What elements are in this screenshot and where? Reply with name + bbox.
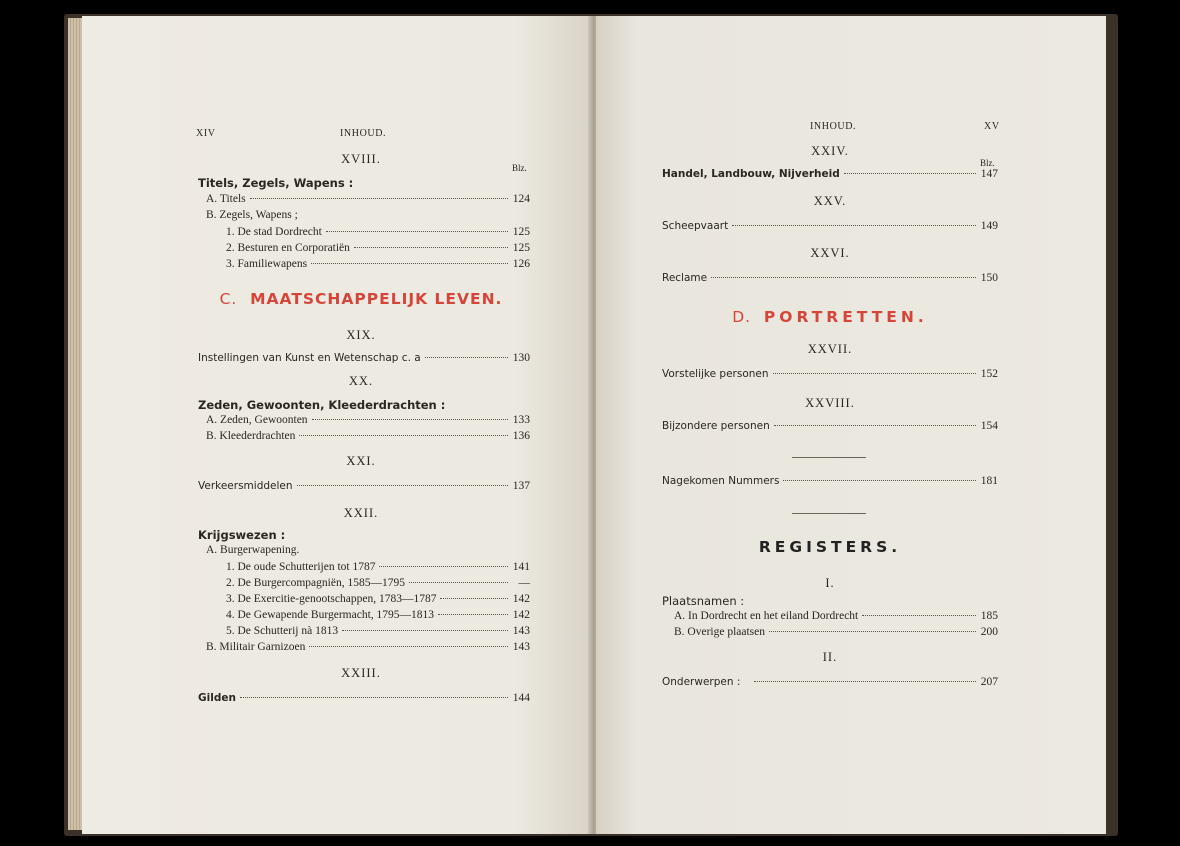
toc-label: Onderwerpen : xyxy=(662,676,741,688)
plaatsnamen-heading: Plaatsnamen : xyxy=(662,594,745,608)
zegels-subheading: B. Zegels, Wapens ; xyxy=(206,209,298,221)
dot-leader xyxy=(326,231,508,232)
chapter-d-title xyxy=(660,308,1000,326)
chapter-c-name: MAATSCHAPPELIJK LEVEN. xyxy=(250,290,503,308)
toc-page: 207 xyxy=(980,676,998,688)
section-heading-xxi: XXI. xyxy=(346,454,376,468)
toc-entry-gewapende-burgermacht xyxy=(226,609,530,621)
toc-entry-bijzondere-personen xyxy=(662,420,998,432)
toc-page: — xyxy=(518,577,530,589)
dot-leader xyxy=(379,566,508,567)
toc-label: 2. De Burgercompagniën, 1585—1795 xyxy=(226,577,405,589)
dot-leader xyxy=(312,419,508,420)
section-heading-xxiii: XXIII. xyxy=(341,666,381,680)
toc-page: 136 xyxy=(512,430,530,442)
toc-page: 124 xyxy=(512,193,530,205)
dot-leader xyxy=(438,614,508,615)
toc-page: 142 xyxy=(512,609,530,621)
right-page xyxy=(596,16,1106,834)
right-blz-label: Blz. xyxy=(980,158,995,168)
toc-page: 150 xyxy=(980,272,998,284)
toc-entry-militair-garnizoen xyxy=(206,641,530,653)
toc-entry-scheepvaart xyxy=(662,220,998,232)
toc-entry-reclame xyxy=(662,272,998,284)
toc-label: B. Overige plaatsen xyxy=(674,626,766,638)
section-heading-xxvii: XXVII. xyxy=(807,342,853,356)
dot-leader xyxy=(311,263,508,264)
toc-entry-familiewapens xyxy=(226,258,530,270)
toc-page: 200 xyxy=(980,626,998,638)
toc-page: 185 xyxy=(980,610,998,622)
dot-leader xyxy=(754,681,976,682)
toc-entry-exercitie xyxy=(226,593,530,605)
page-edges xyxy=(68,18,82,830)
toc-label: Handel, Landbouw, Nijverheid xyxy=(662,168,840,180)
dot-leader xyxy=(732,225,976,226)
toc-label: Bijzondere personen xyxy=(662,420,770,432)
section-divider xyxy=(792,513,866,514)
dot-leader xyxy=(773,373,976,374)
toc-label: Vorstelijke personen xyxy=(662,368,769,380)
dot-leader xyxy=(769,631,976,632)
register-heading-i: I. xyxy=(825,576,835,590)
toc-entry-handel xyxy=(662,168,998,180)
chapter-d-name: PORTRETTEN. xyxy=(763,308,928,326)
section-heading-xviii: XVIII. xyxy=(341,152,381,166)
krijgswezen-heading: Krijgswezen : xyxy=(198,528,286,542)
toc-entry-overige-plaatsen xyxy=(674,626,998,638)
toc-label: Reclame xyxy=(662,272,708,284)
chapter-d-prefix: D. xyxy=(732,308,752,326)
section-heading-xxii: XXII. xyxy=(343,506,379,520)
toc-page: 154 xyxy=(980,420,998,432)
toc-label: Instellingen van Kunst en Wetenschap c. a xyxy=(198,352,421,364)
toc-page: 149 xyxy=(980,220,998,232)
dot-leader xyxy=(297,485,508,486)
dot-leader xyxy=(783,480,976,481)
section-heading-xxv: XXV. xyxy=(813,194,847,208)
chapter-c-title xyxy=(82,290,640,308)
section-heading-xxviii: XXVIII. xyxy=(805,396,855,410)
section-heading-xxiv: XXIV. xyxy=(811,144,849,158)
burgerwapening-subheading: A. Burgerwapening. xyxy=(206,544,300,556)
left-page xyxy=(82,16,592,834)
toc-entry-kleederdrachten xyxy=(206,430,530,442)
dot-leader xyxy=(342,630,508,631)
toc-entry-dordrecht xyxy=(674,610,998,622)
dot-leader xyxy=(309,646,508,647)
toc-page: 125 xyxy=(512,226,530,238)
toc-entry-verkeersmiddelen xyxy=(198,480,530,492)
right-page-number: XV xyxy=(984,121,1000,132)
dot-leader xyxy=(844,173,976,174)
toc-label: B. Kleederdrachten xyxy=(206,430,296,442)
toc-entry-instellingen xyxy=(198,352,530,364)
toc-page: 144 xyxy=(512,692,530,704)
toc-page: 181 xyxy=(980,475,998,487)
toc-entry-gilden xyxy=(198,692,530,704)
dot-leader xyxy=(250,198,508,199)
toc-label: 2. Besturen en Corporatiën xyxy=(226,242,350,254)
toc-page: 125 xyxy=(512,242,530,254)
toc-label: 1. De oude Schutterijen tot 1787 xyxy=(226,561,376,573)
toc-entry-stad xyxy=(226,226,530,238)
dot-leader xyxy=(409,582,508,583)
toc-label: 3. De Exercitie-genootschappen, 1783—1787 xyxy=(226,593,437,605)
dot-leader xyxy=(774,425,976,426)
chapter-c-prefix: C. xyxy=(219,290,238,308)
toc-page: 147 xyxy=(980,168,998,180)
left-page-number: XIV xyxy=(196,128,216,139)
toc-entry-nagekomen-nummers xyxy=(662,475,998,487)
toc-label: 4. De Gewapende Burgermacht, 1795—1813 xyxy=(226,609,435,621)
toc-entry-besturen xyxy=(226,242,530,254)
toc-page: 126 xyxy=(512,258,530,270)
toc-page: 142 xyxy=(512,593,530,605)
toc-label: Nagekomen Nummers xyxy=(662,475,780,487)
dot-leader xyxy=(711,277,976,278)
dot-leader xyxy=(240,697,508,698)
toc-label: A. Titels xyxy=(206,193,246,205)
register-heading-ii: II. xyxy=(822,650,838,664)
left-running-head: INHOUD. xyxy=(340,128,387,139)
toc-page: 143 xyxy=(512,641,530,653)
toc-entry-schutterij xyxy=(226,625,530,637)
zeden-heading: Zeden, Gewoonten, Kleederdrachten : xyxy=(198,398,446,412)
toc-label: Scheepvaart xyxy=(662,220,729,232)
toc-entry-zeden xyxy=(206,414,530,426)
toc-page: 141 xyxy=(512,561,530,573)
dot-leader xyxy=(299,435,508,436)
dot-leader xyxy=(862,615,976,616)
toc-page: 137 xyxy=(512,480,530,492)
section-divider xyxy=(792,457,866,458)
titels-heading: Titels, Zegels, Wapens : xyxy=(198,176,354,190)
toc-label: 3. Familiewapens xyxy=(226,258,308,270)
left-blz-label: Blz. xyxy=(512,163,527,173)
toc-entry-burgercompagnien xyxy=(226,577,530,589)
registers-title: REGISTERS. xyxy=(758,538,902,556)
dot-leader xyxy=(354,247,508,248)
toc-entry-titels xyxy=(206,193,530,205)
toc-entry-vorstelijke-personen xyxy=(662,368,998,380)
section-heading-xxvi: XXVI. xyxy=(810,246,850,260)
toc-entry-schutterijen xyxy=(226,561,530,573)
dot-leader xyxy=(425,357,508,358)
toc-page: 133 xyxy=(512,414,530,426)
toc-label: Gilden xyxy=(198,692,236,704)
toc-label: Verkeersmiddelen xyxy=(198,480,293,492)
toc-label: 5. De Schutterij nà 1813 xyxy=(226,625,339,637)
section-heading-xix: XIX. xyxy=(346,328,376,342)
section-heading-xx: XX. xyxy=(348,374,374,388)
toc-page: 130 xyxy=(512,352,530,364)
toc-label: A. Zeden, Gewoonten xyxy=(206,414,308,426)
toc-label: B. Militair Garnizoen xyxy=(206,641,306,653)
toc-label: 1. De stad Dordrecht xyxy=(226,226,322,238)
dot-leader xyxy=(440,598,508,599)
toc-label: A. In Dordrecht en het eiland Dordrecht xyxy=(674,610,859,622)
toc-page: 152 xyxy=(980,368,998,380)
toc-page: 143 xyxy=(512,625,530,637)
right-running-head: INHOUD. xyxy=(810,121,857,132)
toc-entry-onderwerpen xyxy=(662,676,998,688)
